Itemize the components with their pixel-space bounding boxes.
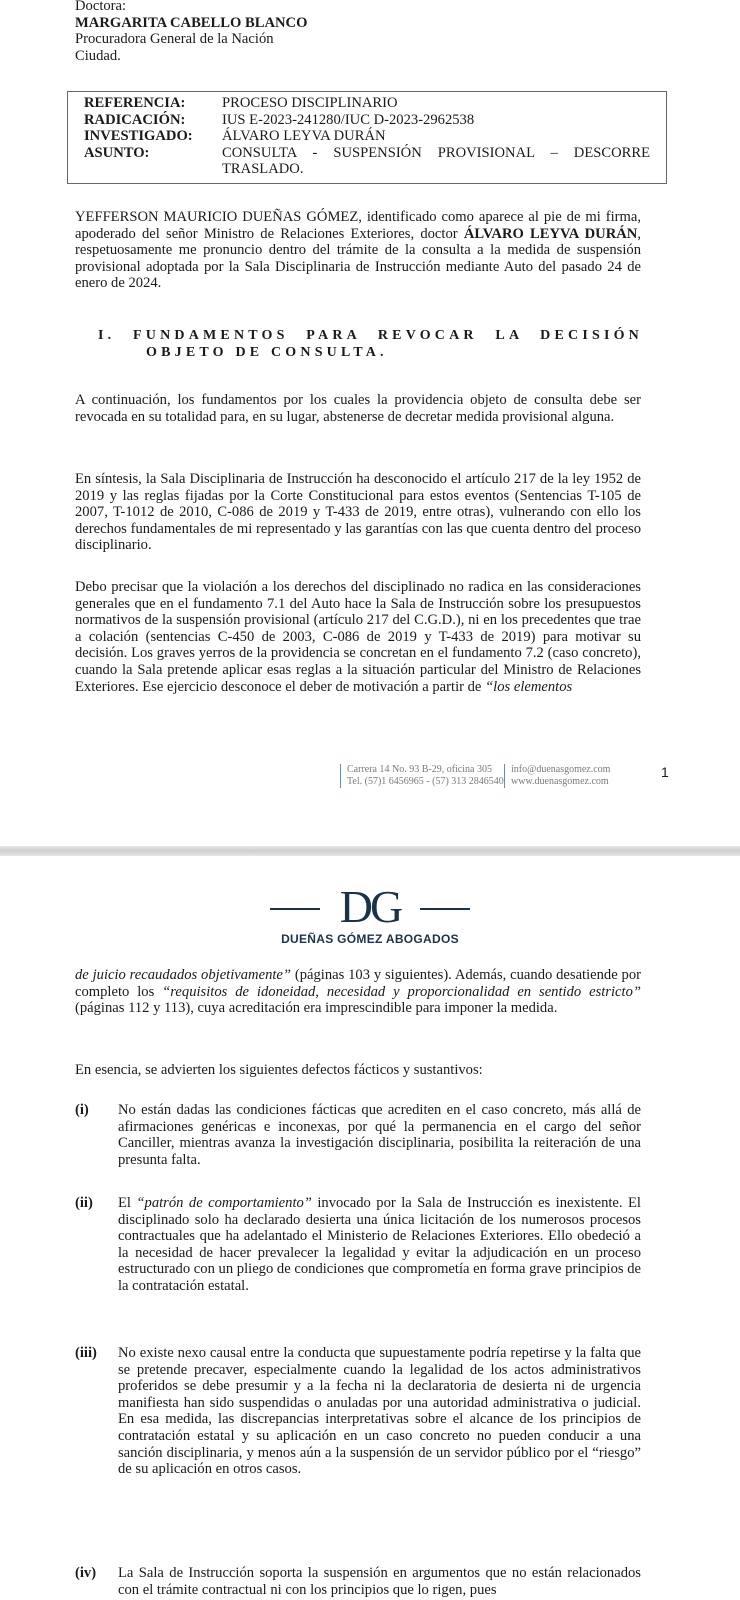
footer-website[interactable]: www.duenasgomez.com	[511, 776, 609, 787]
list-item-body	[118, 1345, 641, 1478]
list-item-label: (ii)	[75, 1195, 93, 1211]
italic-text: “patrón de comportamiento”	[136, 1195, 312, 1211]
list-item-body	[118, 1565, 641, 1598]
section-heading-line2: OBJETO DE CONSULTA.	[146, 345, 388, 360]
firm-logo	[270, 881, 470, 946]
list-item-body	[118, 1102, 641, 1168]
text-segment: A continuación, los fundamentos por los cuales la providencia objeto de consulta debe ser revocada en su totalidad para, en su lugar, abstenerse de decretar medida provisional alguna.	[75, 392, 641, 425]
reference-label: REFERENCIA:	[84, 95, 186, 111]
paragraph	[75, 392, 641, 425]
paragraph	[75, 1062, 641, 1079]
list-item-body	[118, 1195, 641, 1295]
text-segment: invocado por la Sala de Instrucción es inexistente. El disciplinado solo ha declarado desierta una única licitación de los numerosos procesos contractuales que ha adelantado el Ministerio de Relaciones Exteriores. Ello obedeció a la necesidad de hacer prevalecer la legalidad y evitar la adjudicación en un proceso estructurado con un pliego de condiciones que comprometía en forma grave principios de la contratación estatal.	[118, 1195, 641, 1294]
addressee-position: Procuradora General de la Nación	[75, 31, 274, 48]
reference-value: PROCESO DISCIPLINARIO	[222, 95, 398, 111]
reference-box	[67, 91, 667, 184]
logo-monogram: DG	[339, 881, 401, 932]
footer-email[interactable]: info@duenasgomez.com	[511, 764, 611, 775]
list-item	[75, 1565, 641, 1598]
logo-rule-right	[420, 908, 470, 910]
paragraph	[75, 471, 641, 554]
reference-row	[84, 145, 666, 178]
page-number: 1	[661, 764, 669, 780]
paragraph	[75, 579, 641, 695]
logo-firm-name: DUEÑAS GÓMEZ ABOGADOS	[281, 932, 459, 946]
text-segment: En esencia, se advierten los siguientes defectos fácticos y sustantivos:	[75, 1062, 483, 1078]
paragraph	[75, 967, 641, 1017]
addressee-block	[75, 0, 307, 64]
text-segment: (páginas 103 y siguientes). Además, cuando desatiende por completo los	[75, 967, 641, 1000]
reference-row	[84, 95, 666, 112]
text-segment: En síntesis, la Sala Disciplinaria de Instrucción ha desconocido el artículo 217 de la ley 1952 de 2019 y las reglas fijadas por la Corte Constitucional para estos eventos (Sentencias T-105 de 2007, T-1012 de 2010, C-086 de 2019 y T-433 de 2019, entre otras), vulnerando con ello los derechos fundamentales de mi representado y las garantías con las que cuenta dentro del proceso disciplinario.	[75, 471, 641, 554]
footer-contact	[504, 764, 610, 788]
italic-text: “requisitos de idoneidad, necesidad y proporcionalidad en sentido estricto”	[162, 983, 641, 1000]
bold-text: ÁLVARO LEYVA DURÁN	[463, 225, 638, 242]
salutation: Doctora:	[75, 0, 127, 14]
text-segment: , respetuosamente me pronuncio dentro del trámite de la consulta a la medida de suspensión provisional adoptada por la Sala Disciplinaria de Instrucción mediante Auto del pasado 24 de enero de 2024.	[75, 225, 641, 292]
reference-value: CONSULTA - SUSPENSIÓN PROVISIONAL – DESCORRE TRASLADO.	[222, 144, 650, 178]
logo-rule-left	[270, 908, 320, 910]
intro-paragraph	[75, 209, 641, 292]
footer-phone: Tel. (57)1 6456965 - (57) 313 2846540	[347, 776, 504, 787]
list-item	[75, 1345, 641, 1478]
italic-text: de juicio recaudados objetivamente”	[75, 967, 292, 983]
addressee-name: MARGARITA CABELLO BLANCO	[75, 14, 308, 31]
list-item-label: (i)	[75, 1102, 89, 1118]
text-segment: Debo precisar que la violación a los derechos del disciplinado no radica en las consideraciones generales que en el fundamento 7.1 del Auto hace la Sala de Instrucción sobre los presupuestos normativos de la suspensión provisional (artículo 217 del C.G.D.), ni en los precedentes que trae a colación (sentencias C-450 de 2003, C-086 de 2019 y T-433 de 2019) para motivar su decisión. Los graves yerros de la providencia se concretan en el fundamento 7.2 (caso concreto), cuando la Sala pretende aplicar esas reglas a la situación particular del Ministro de Relaciones Exteriores. Ese ejercicio desconoce el deber de motivación a partir de	[75, 579, 641, 695]
list-item-label: (iii)	[75, 1345, 97, 1361]
list-item	[75, 1102, 641, 1168]
reference-value: ÁLVARO LEYVA DURÁN	[222, 128, 386, 145]
list-item-label: (iv)	[75, 1565, 97, 1581]
reference-value: IUS E-2023-241280/IUC D-2023-2962538	[222, 111, 475, 128]
text-segment: El	[118, 1195, 137, 1211]
text-segment: No están dadas las condiciones fácticas que acrediten en el caso concreto, más allá de afirmaciones genéricas e inconexas, por qué la permanencia en el cargo del señor Canciller, mientras avanza la investigación disciplinaria, posibilita la reiteración de una presunta falta.	[118, 1102, 641, 1168]
addressee-city: Ciudad.	[75, 47, 121, 64]
text-segment: (páginas 112 y 113), cuya acreditación era imprescindible para imponer la medida.	[75, 1000, 558, 1017]
text-segment: La Sala de Instrucción soporta la suspensión en argumentos que no están relacionados con el trámite contractual ni con los principios que lo rigen, pues	[118, 1565, 641, 1598]
section-heading: I. FUNDAMENTOS PARA REVOCAR LA DECISIÓN	[98, 328, 643, 343]
text-segment: No existe nexo causal entre la conducta que supuestamente podría repetirse y la falta que se pretende precaver, especialmente cuando la legalidad de los actos administrativos proferidos se debe presumir y a la fecha ni la declaratoria de desierta ni de urgencia manifiesta han sido suspendidas o anuladas por una autoridad administrativa o judicial. En esa medida, las discrepancias interpretativas sobre el alcance de los principios de contratación estatal y su aplicación en un caso concreto no pueden conducir a una sanción disciplinaria, y menos aún a la suspensión de un servidor público por el “riesgo” de su aplicación en otros casos.	[118, 1345, 641, 1478]
reference-label: RADICACIÓN:	[84, 111, 186, 128]
reference-row	[84, 128, 666, 145]
list-item	[75, 1195, 641, 1295]
reference-label: INVESTIGADO:	[84, 128, 193, 145]
footer-address-line: Carrera 14 No. 93 B-29, oficina 305	[347, 764, 492, 775]
footer-address	[340, 764, 504, 788]
page-separator	[0, 846, 740, 856]
text-segment: YEFFERSON MAURICIO DUEÑAS GÓMEZ, identificado como aparece al pie de mi firma, apoderado del señor Ministro de Relaciones Exteriores, doctor	[75, 209, 641, 242]
reference-row	[84, 112, 666, 129]
italic-text: “los elementos	[485, 678, 573, 695]
reference-label: ASUNTO:	[84, 144, 150, 161]
